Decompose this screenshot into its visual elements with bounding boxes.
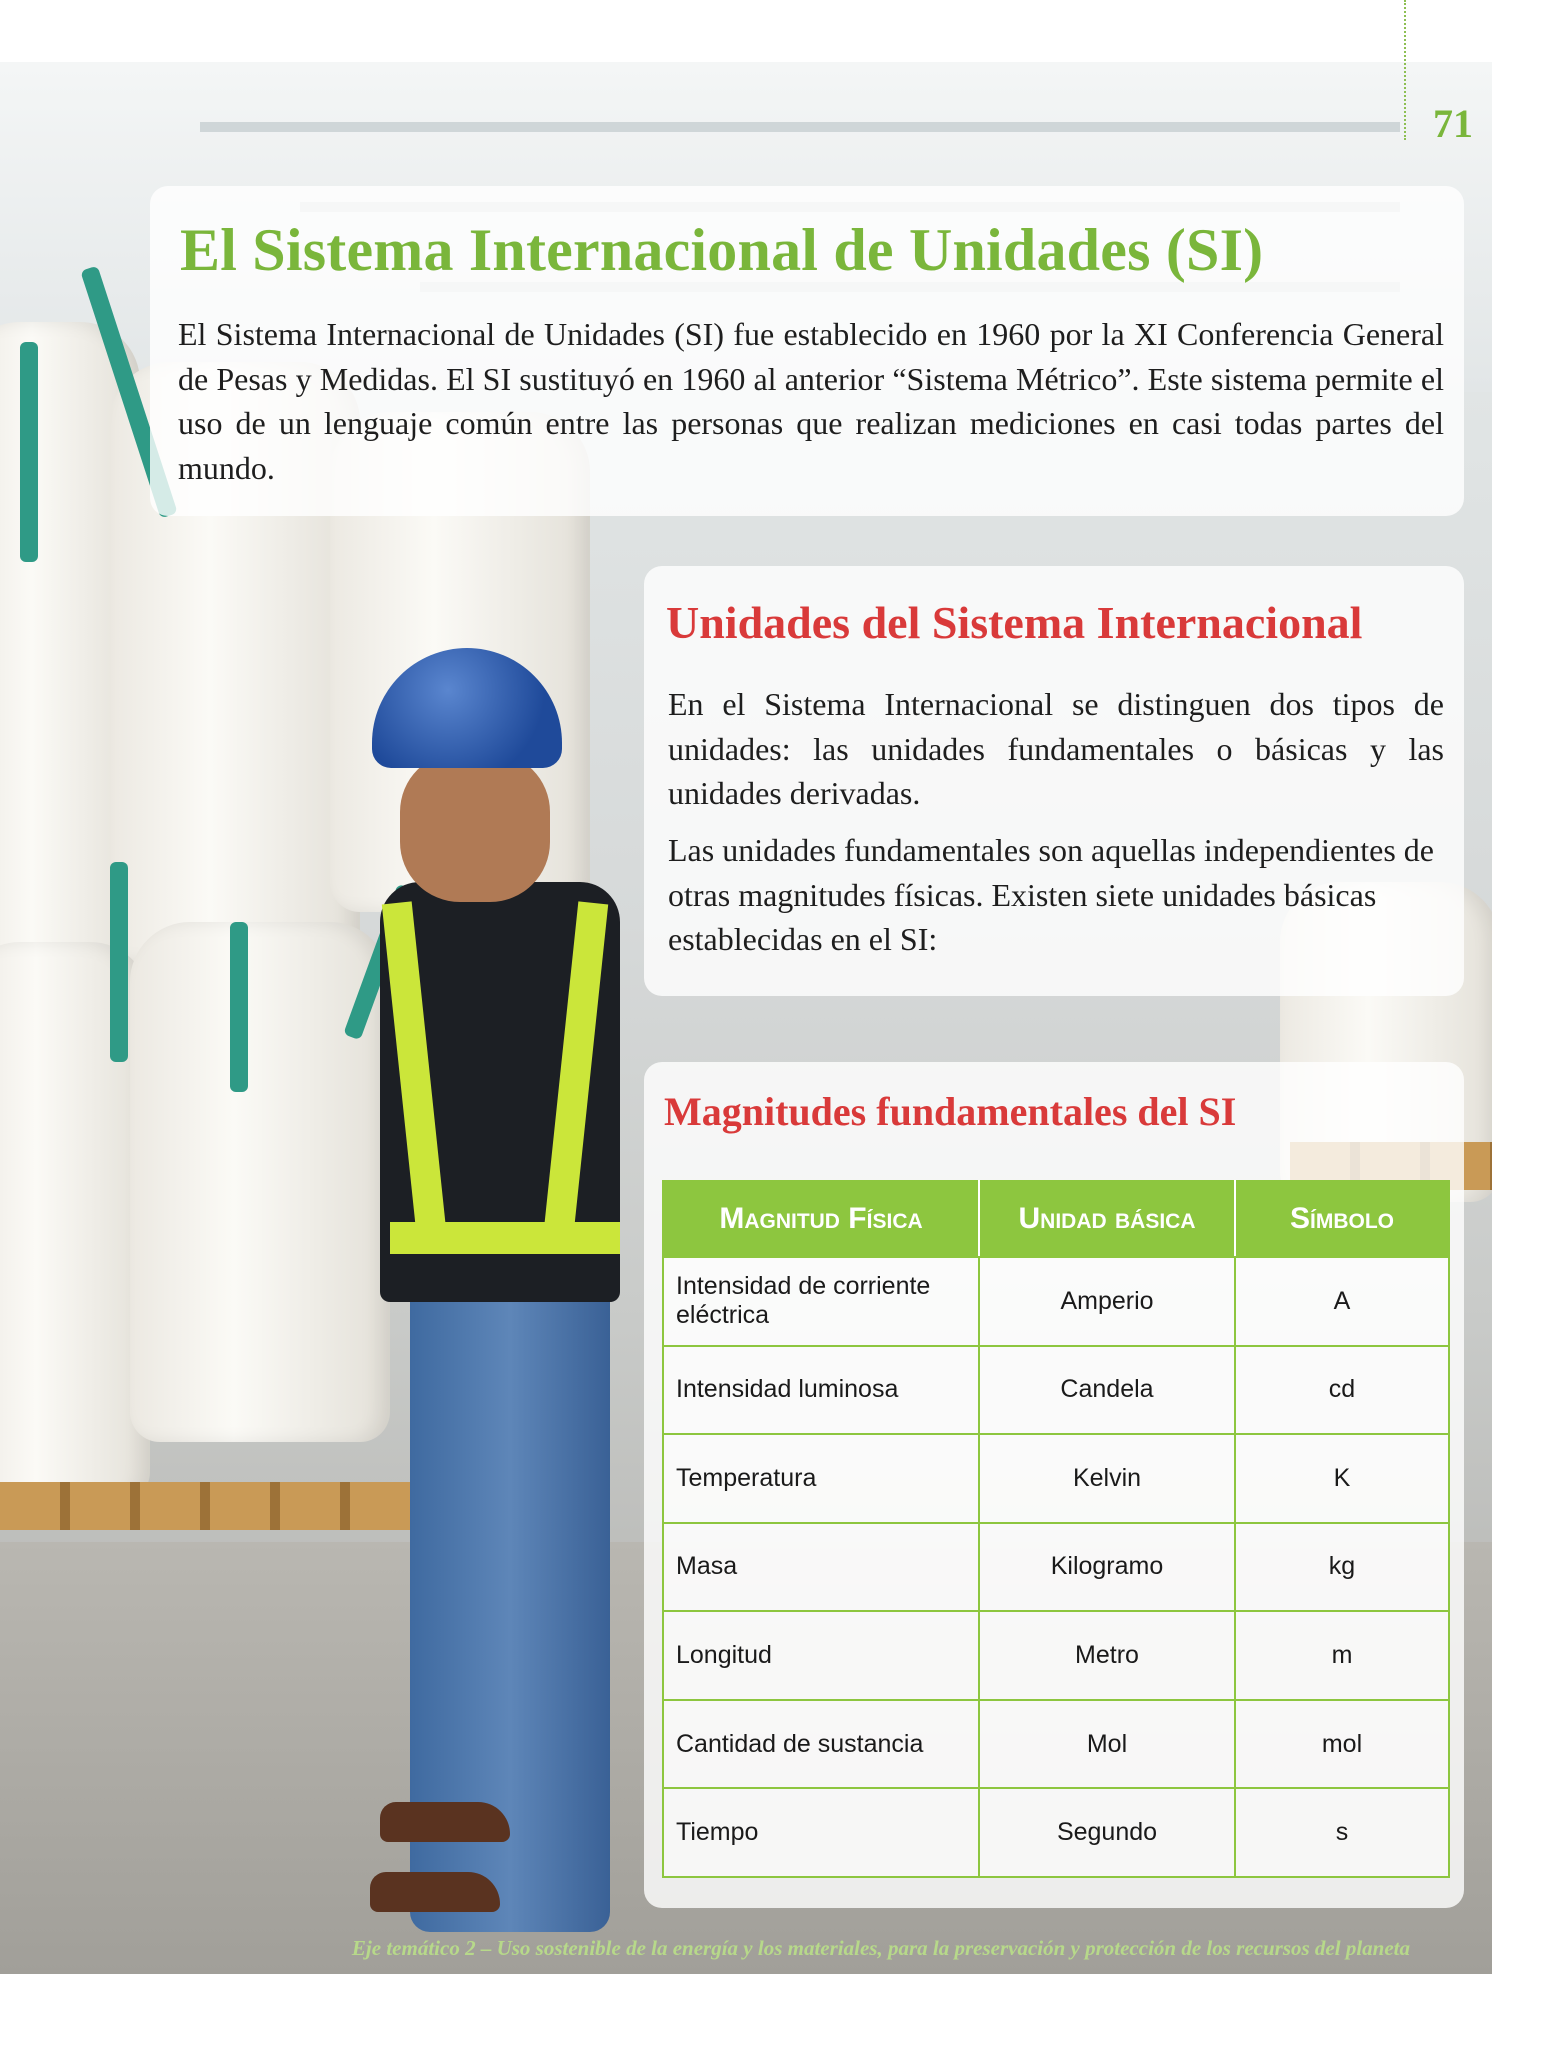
table-row (663, 1700, 1449, 1789)
table-row (663, 1257, 1449, 1346)
header-unidad: Unidad básica (979, 1181, 1235, 1257)
bag-strap (110, 862, 128, 1062)
simbolo-cell: m (1235, 1611, 1449, 1700)
table-row (663, 1523, 1449, 1612)
magnitud-cell: Intensidad de corriente eléctrica (663, 1257, 979, 1346)
magnitud-cell: Longitud (663, 1611, 979, 1700)
units-paragraph-1: En el Sistema Internacional se distinguen dos tipos de unidades: las unidades fundamentales o básicas y las unidades derivadas. (668, 686, 1444, 811)
ceiling-beam (200, 122, 1400, 132)
magnitud-cell: Masa (663, 1523, 979, 1612)
page-footer: Eje temático 2 – Uso sostenible de la energía y los materiales, para la preservación y protección de los recursos del planeta (351, 1936, 1410, 1960)
table-row (663, 1434, 1449, 1523)
magnitud-cell: Cantidad de sustancia (663, 1700, 979, 1789)
unidad-cell: Mol (979, 1700, 1235, 1789)
bag-strap (20, 342, 38, 562)
bag-strap (230, 922, 248, 1092)
page-title: El Sistema Internacional de Unidades (SI) (180, 217, 1264, 283)
table-row (663, 1788, 1449, 1877)
unidad-cell: Kelvin (979, 1434, 1235, 1523)
magnitud-cell: Temperatura (663, 1434, 979, 1523)
table-title: Magnitudes fundamentales del SI (664, 1089, 1237, 1134)
unidad-cell: Candela (979, 1346, 1235, 1435)
wooden-pallet (0, 1482, 420, 1530)
worker-shoe (380, 1802, 510, 1842)
simbolo-cell: mol (1235, 1700, 1449, 1789)
table-header-row (663, 1181, 1449, 1257)
magnitud-cell: Intensidad luminosa (663, 1346, 979, 1435)
simbolo-cell: K (1235, 1434, 1449, 1523)
safety-vest-belt (390, 1222, 620, 1254)
worker-head (400, 752, 550, 902)
table-row (663, 1346, 1449, 1435)
unidad-cell: Segundo (979, 1788, 1235, 1877)
simbolo-cell: cd (1235, 1346, 1449, 1435)
section-title-units: Unidades del Sistema Internacional (666, 597, 1363, 648)
si-units-table (662, 1180, 1450, 1878)
header-magnitud: Magnitud Física (663, 1181, 979, 1257)
simbolo-cell: kg (1235, 1523, 1449, 1612)
magnitud-cell: Tiempo (663, 1788, 979, 1877)
page-number: 71 (1433, 101, 1473, 146)
bulk-bag (130, 922, 390, 1442)
unidad-cell: Amperio (979, 1257, 1235, 1346)
simbolo-cell: s (1235, 1788, 1449, 1877)
units-paragraph-2: Las unidades fundamentales son aquellas independientes de otras magnitudes físicas. Existen siete unidades básicas establecidas en el SI: (668, 832, 1434, 957)
header-simbolo: Símbolo (1235, 1181, 1449, 1257)
simbolo-cell: A (1235, 1257, 1449, 1346)
worker-shoe (370, 1872, 500, 1912)
intro-paragraph: El Sistema Internacional de Unidades (SI) fue establecido en 1960 por la XI Conferencia General de Pesas y Medidas. El SI sustituyó en 1960 al anterior “Sistema Métrico”. Este sistema permite el uso de un lenguaje común entre las personas que realizan mediciones en casi todas partes del mundo. (178, 316, 1444, 486)
unidad-cell: Kilogramo (979, 1523, 1235, 1612)
unidad-cell: Metro (979, 1611, 1235, 1700)
table-row (663, 1611, 1449, 1700)
